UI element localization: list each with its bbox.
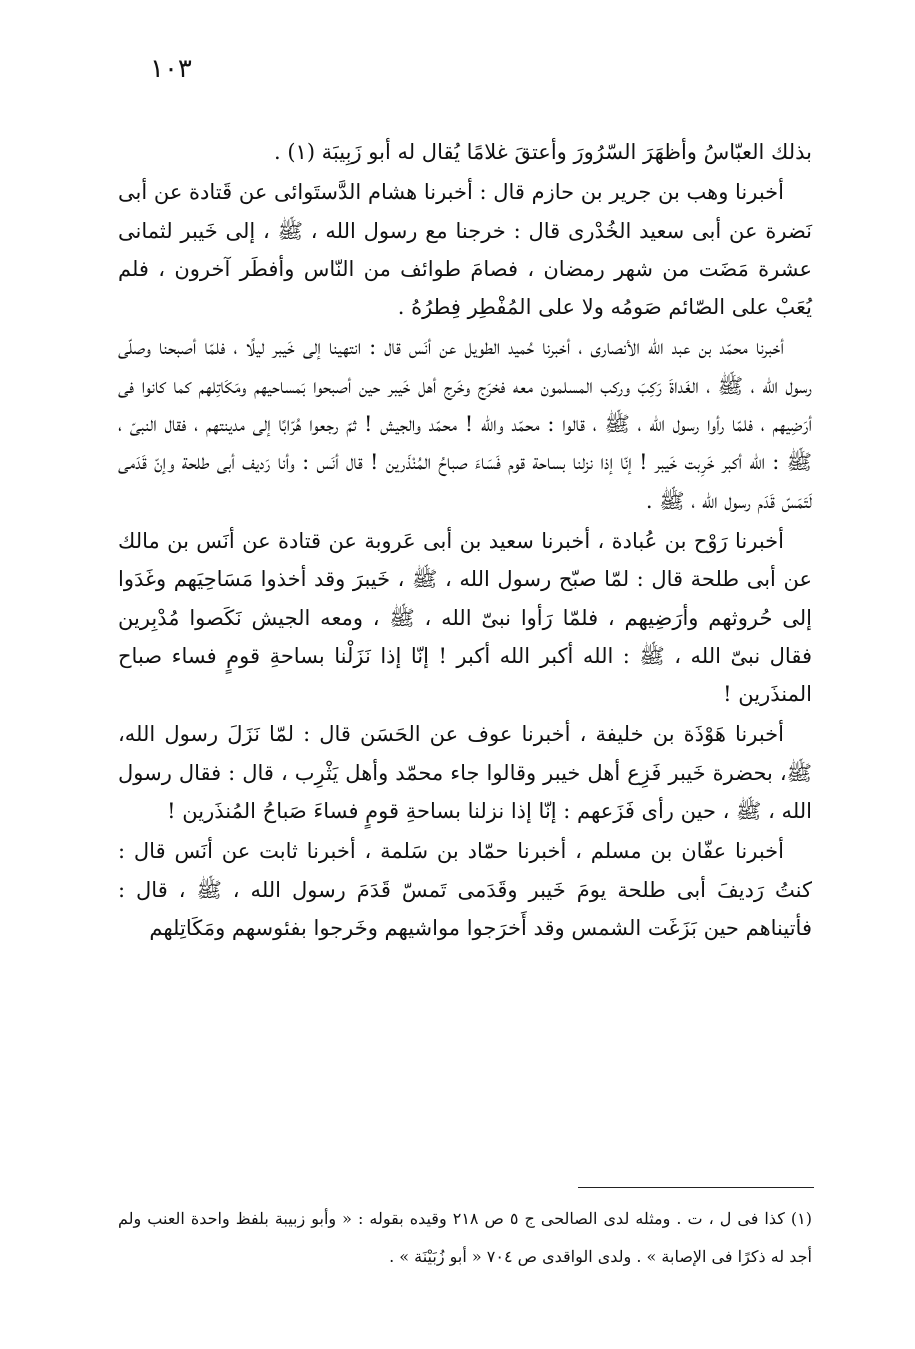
footnote-divider — [578, 1187, 814, 1188]
paragraph: أخبرنا عفّان بن مسلم ، أخبرنا حمّاد بن سَلمة ، أخبرنا ثابت عن أنَس قال : كنتُ رَديفَ أبى طلحة يومَ خَيبر وقَدَمى تَمسّ قَدَمَ رسول الله ، ﷺ ، قال : فأتيناهم حين بَزَغَت الشمس وقد أَخرَجوا مواشيهم وخَرجوا بفئوسهم ومَكَاتِلهم — [118, 839, 812, 940]
paragraph: أخبرنا هَوْذَة بن خليفة ، أخبرنا عوف عن الحَسَن قال : لمّا نَزَلَ رسول الله، ﷺ، بحضرة خَيبر فَزِع أهل خيبر وقالوا جاء محمّد وأهل يَثْرِب ، قال : فقال رسول الله ، ﷺ ، حين رأى فَزَعهم : إنّا إذا نزلنا بساحةِ قومٍ فساءَ صَباحُ المُنذَرين ! — [118, 722, 812, 824]
footnotes — [118, 1200, 812, 1276]
paragraph: أخبرنا وهب بن جرير بن حازم قال : أخبرنا هشام الدَّستَوائى عن قَتادة عن أبى نَضرة عن أبى سعيد الخُدْرى قال : خرجنا مع رسول الله ، ﷺ ، إلى خَيبر لثمانى عشرة مَضَت من شهر رمضان ، فصامَ طوائف من النّاس وأفطَر آخرون ، فلم يُعَبْ على الصّائم صَومُه ولا على المُفْطِر فِطرُهُ . — [118, 180, 812, 320]
page-number: ١٠٣ — [150, 54, 192, 84]
paragraph: بذلك العبّاسُ وأظهَرَ السّرُورَ وأعتقَ غلامًا يُقال له أبو زَبِيبَة (١) . — [273, 140, 812, 164]
main-text — [118, 133, 812, 949]
footnote: (١) كذا فى ل ، ت . ومثله لدى الصالحى ج ٥ ص ٢١٨ وقيده بقوله : « وأبو زبيبة بلفظ واحدة العنب ولم أجد له ذكرًا فى الإصابة » . ولدى الواقدى ص ٧٠٤ « أبو زُبَيْنَة » . — [118, 1209, 813, 1266]
paragraph: أخبرنا محمّد بن عبد الله الأنصارى ، أخبرنا حُميد الطويل عن أنَس قال : انتهينا إلى خَيبر ليلًا ، فلمّا أصبحنا وصلّى رسول الله ، ﷺ ، الغَداةَ رَكِبَ وركب المسلمون معه فخرَج وخَرج أهل خَيبر حين أصبحوا بَمساحيهم ومَكَاتِلهم كما كانوا فى أرَضِيهم ، فلمّا رأوا رسول الله ، ﷺ ، قالوا : محمّد والله ! محمّد والجيش ! ثمّ رجعوا هُرّابًا إلى مدينتهم ، فقال النبىّ ، ﷺ : الله أكبر خَرِبت خَيبر ! إنّا إذا نزلنا بساحة قوم فَسَاءَ صباحُ المُنْذَرين ! قال أنَس : وأنا رَديف أبى طلحة وإنّ قَدَمى لَتَمَسّ قَدَم رسول الله ، ﷺ . — [118, 335, 812, 513]
paragraph: أخبرنا رَوْح بن عُبادة ، أخبرنا سعيد بن أبى عَروبة عن قتادة عن أنَس بن مالك عن أبى طلحة قال : لمّا صبّح رسول الله ، ﷺ ، خَيبرَ وقد أخذوا مَسَاحِيَهم وغَدَوا إلى حُروثهم وأرَضِيهم ، فلمّا رَأوا نبىّ الله ، ﷺ ، ومعه الجيش نَكَصوا مُدْبِرين فقال نبىّ الله ، ﷺ : الله أكبر الله أكبر ! إنّا إذا نَزَلْنا بساحةِ قومٍ فساء صباح المنذَرين ! — [118, 528, 812, 707]
